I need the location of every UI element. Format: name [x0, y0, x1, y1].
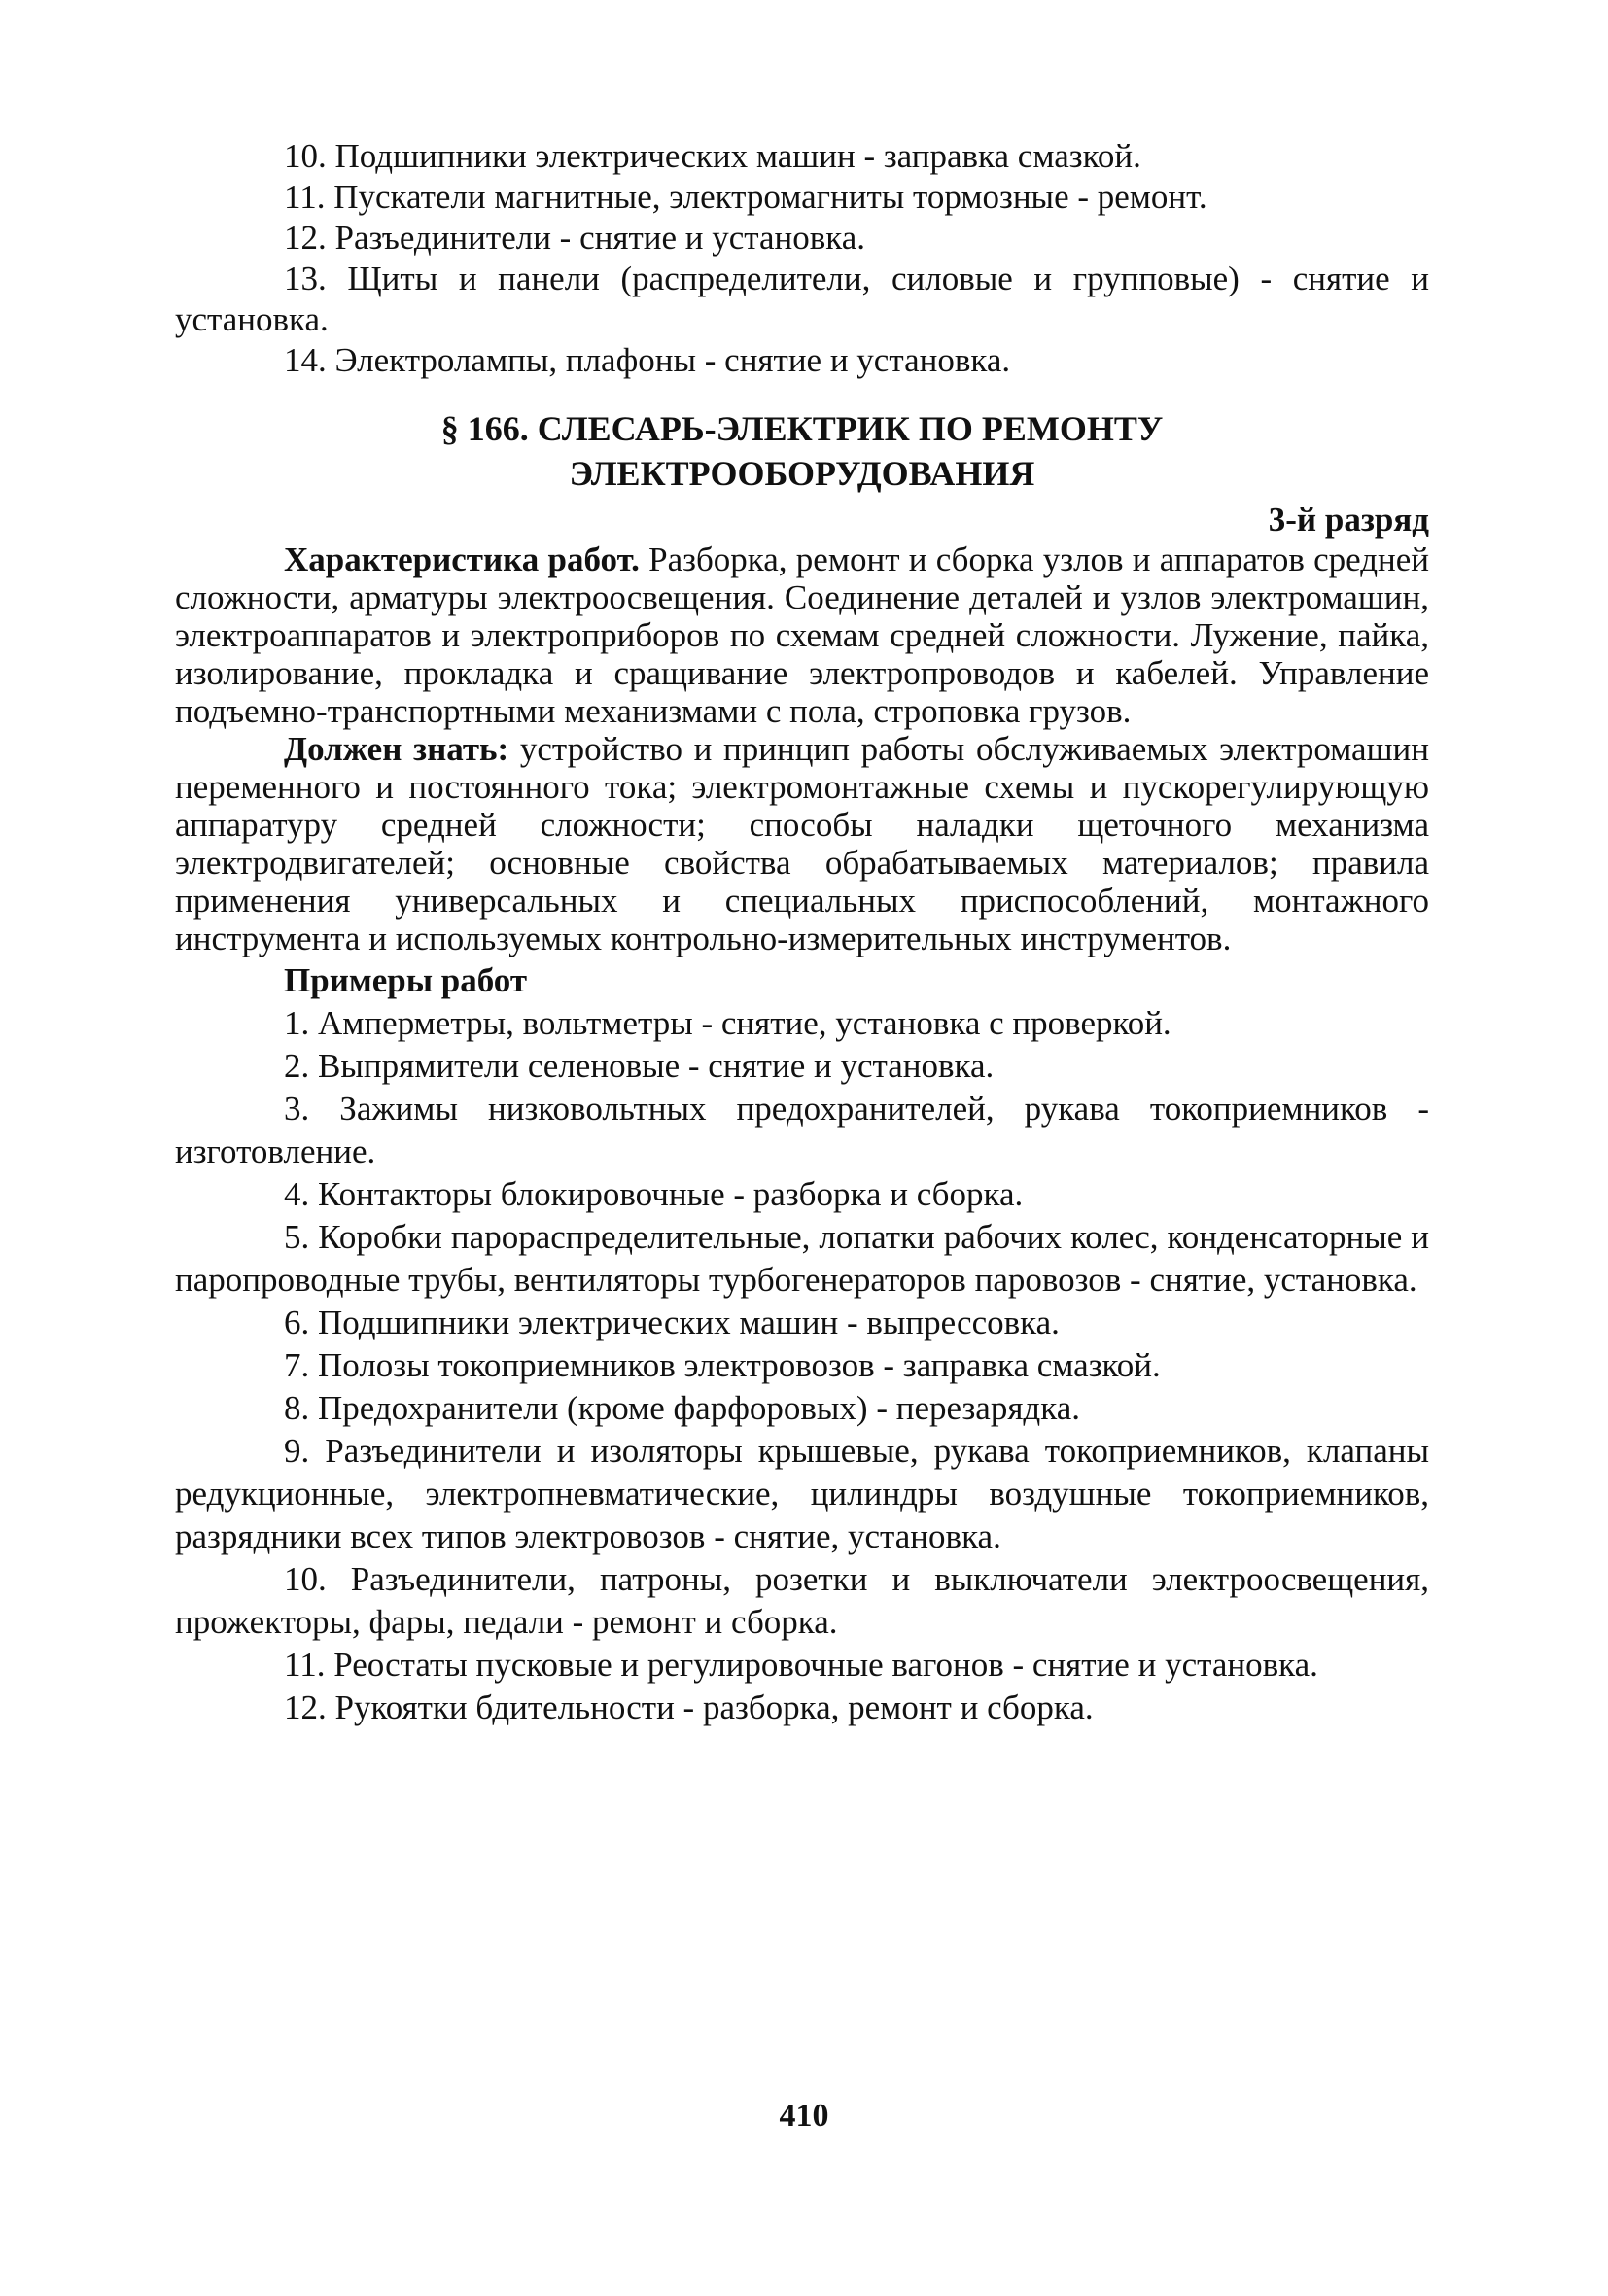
example-item: 11. Реостаты пусковые и регулировочные вагонов - снятие и установка.: [284, 1646, 1318, 1684]
example-item: 7. Полозы токоприемников электровозов - заправка смазкой.: [284, 1346, 1161, 1384]
example-item: 6. Подшипники электрических машин - выпрессовка.: [284, 1304, 1060, 1341]
top-list: [175, 136, 1429, 381]
section-title-line2: ЭЛЕКТРООБОРУДОВАНИЯ: [569, 454, 1035, 493]
example-item: 5. Коробки парораспределительные, лопатки рабочих колес, конденсаторные и паропроводные трубы, вентиляторы турбогенераторов паровозов - снятие, установка.: [175, 1218, 1429, 1299]
example-item: 9. Разъединители и изоляторы крышевые, рукава токоприемников, клапаны редукционные, электропневматические, цилиндры воздушные токоприемников, разрядники всех типов электровозов - снятие, установка.: [175, 1432, 1429, 1555]
example-item: 3. Зажимы низковольтных предохранителей, рукава токоприемников - изготовление.: [175, 1090, 1429, 1170]
must-know-paragraph: [175, 730, 1429, 957]
examples-list: [175, 1002, 1429, 1729]
example-item: 8. Предохранители (кроме фарфоровых) - перезарядка.: [284, 1389, 1080, 1427]
section-title: [175, 406, 1429, 496]
example-item: 12. Рукоятки бдительности - разборка, ремонт и сборка.: [284, 1688, 1094, 1726]
section-title-line1: § 166. СЛЕСАРЬ-ЭЛЕКТРИК ПО РЕМОНТУ: [440, 409, 1164, 448]
example-item: 4. Контакторы блокировочные - разборка и сборка.: [284, 1175, 1024, 1213]
list-item: 11. Пускатели магнитные, электромагниты тормозные - ремонт.: [284, 178, 1207, 216]
example-item: 2. Выпрямители селеновые - снятие и установка.: [284, 1047, 995, 1085]
list-item: 12. Разъединители - снятие и установка.: [284, 219, 866, 257]
grade-label: 3-й разряд: [1268, 501, 1429, 539]
characteristics-text: Разборка, ремонт и сборка узлов и аппаратов средней сложности, арматуры электроосвещения. Соединение деталей и узлов электромашин, электроаппаратов и электроприборов по схемам средней сложности. Лужение, пайка, изолирование, прокладка и сращивание электропроводов и кабелей. Управление подъемно-транспортными механизмами с пола, строповка грузов.: [175, 540, 1429, 730]
characteristics-paragraph: [175, 540, 1429, 730]
list-item: 14. Электролампы, плафоны - снятие и установка.: [284, 341, 1011, 379]
example-item: 10. Разъединители, патроны, розетки и выключатели электроосвещения, прожекторы, фары, педали - ремонт и сборка.: [175, 1560, 1429, 1641]
must-know-text: устройство и принцип работы обслуживаемых электромашин переменного и постоянного тока; электромонтажные схемы и пускорегулирующую аппаратуру средней сложности; способы наладки щеточного механизма электродвигателей; основные свойства обрабатываемых материалов; правила применения универсальных и специальных приспособлений, монтажного инструмента и используемых контрольно-измерительных инструментов.: [175, 730, 1430, 957]
must-know-label: Должен знать:: [284, 730, 509, 768]
examples-heading: Примеры работ: [284, 961, 528, 999]
list-item: 10. Подшипники электрических машин - заправка смазкой.: [284, 137, 1141, 175]
example-item: 1. Амперметры, вольтметры - снятие, установка с проверкой.: [284, 1004, 1171, 1042]
document-page: [175, 136, 1429, 1729]
characteristics-label: Характеристика работ.: [284, 540, 640, 578]
list-item: 13. Щиты и панели (распределители, силовые и групповые) - снятие и установка.: [175, 260, 1429, 338]
page-number: 410: [779, 2098, 829, 2134]
